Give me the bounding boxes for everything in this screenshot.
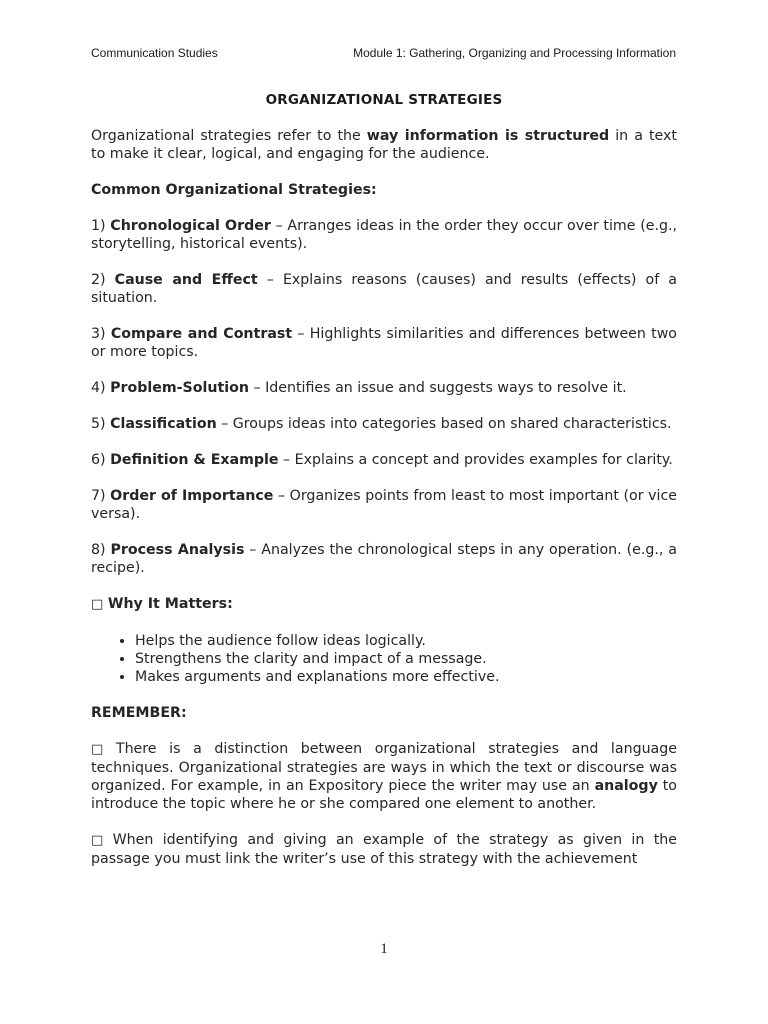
strategy-item-7 bbox=[91, 487, 677, 523]
why-bullet-list bbox=[91, 632, 677, 686]
strategy-name: Chronological Order bbox=[110, 218, 271, 234]
strategy-description: – Analyzes the chronological steps in any operation. (e.g., a recipe). bbox=[91, 542, 677, 576]
strategy-number: 6) bbox=[91, 452, 106, 468]
strategy-description: – Highlights similarities and differences between two or more topics. bbox=[91, 326, 677, 360]
intro-text-end: in a text to make it clear, logical, and engaging for the audience. bbox=[91, 128, 677, 162]
strategy-item-3 bbox=[91, 325, 677, 361]
list-item: • Helps the audience follow ideas logically. bbox=[135, 632, 677, 650]
strategy-item-8 bbox=[91, 541, 677, 577]
remember-heading-text: REMEMBER: bbox=[91, 705, 187, 721]
strategy-description: – Organizes points from least to most important (or vice versa). bbox=[91, 488, 677, 522]
common-strategies-heading-text: Common Organizational Strategies: bbox=[91, 182, 377, 198]
page-number: 1 bbox=[380, 941, 388, 957]
strategy-item-2 bbox=[91, 271, 677, 307]
page-title: ORGANIZATIONAL STRATEGIES bbox=[265, 92, 503, 108]
strategy-description: – Groups ideas into categories based on shared characteristics. bbox=[216, 416, 672, 432]
strategy-item-4 bbox=[91, 379, 677, 397]
header-module: Module 1: Gathering, Organizing and Processing Information bbox=[353, 46, 676, 60]
missing-glyph-icon: □ bbox=[91, 597, 104, 612]
strategy-name: Classification bbox=[110, 416, 217, 432]
page-header bbox=[91, 46, 676, 60]
strategy-name: Compare and Contrast bbox=[110, 326, 293, 342]
strategy-description: – Explains a concept and provides examples for clarity. bbox=[278, 452, 673, 468]
common-strategies-heading bbox=[91, 181, 677, 199]
why-heading bbox=[91, 595, 677, 614]
strategy-item-5 bbox=[91, 415, 677, 433]
strategy-name: Definition & Example bbox=[110, 452, 279, 468]
strategy-item-6 bbox=[91, 451, 677, 469]
remember-text: When identifying and giving an example of the strategy as given in the passage you must link the writer’s use of this strategy with the achievement bbox=[91, 832, 677, 867]
strategy-number: 1) bbox=[91, 218, 106, 234]
list-item: • Makes arguments and explanations more effective. bbox=[135, 668, 677, 686]
strategy-description: – Identifies an issue and suggests ways to resolve it. bbox=[248, 380, 627, 396]
missing-glyph-icon: □ bbox=[91, 742, 104, 757]
strategy-item-1 bbox=[91, 217, 677, 253]
strategy-name: Cause and Effect bbox=[114, 272, 258, 288]
remember-emphasis: analogy bbox=[594, 778, 658, 794]
strategy-description: – Explains reasons (causes) and results (effects) of a situation. bbox=[91, 272, 677, 306]
remember-paragraph-2 bbox=[91, 831, 677, 868]
strategy-name: Process Analysis bbox=[110, 542, 245, 558]
intro-paragraph bbox=[91, 127, 677, 163]
remember-text-start: There is a distinction between organizational strategies and language techniques. Organizational strategies are ways in which the text or discourse was organized. For example, in an Expository piece the writer may use an bbox=[91, 741, 677, 794]
strategy-number: 7) bbox=[91, 488, 106, 504]
strategy-number: 5) bbox=[91, 416, 106, 432]
strategy-number: 3) bbox=[91, 326, 106, 342]
strategy-name: Order of Importance bbox=[110, 488, 274, 504]
intro-text-start: Organizational strategies refer to the bbox=[91, 128, 367, 144]
header-course: Communication Studies bbox=[91, 46, 218, 60]
missing-glyph-icon: □ bbox=[91, 833, 104, 848]
strategy-description: – Arranges ideas in the order they occur over time (e.g., storytelling, historical events). bbox=[91, 218, 677, 252]
remember-heading bbox=[91, 704, 677, 722]
strategy-number: 8) bbox=[91, 542, 106, 558]
document-body bbox=[91, 92, 677, 886]
strategy-number: 2) bbox=[91, 272, 106, 288]
intro-emphasis: way information is structured bbox=[366, 128, 610, 144]
why-heading-text: Why It Matters: bbox=[107, 596, 233, 612]
remember-text-end: to introduce the topic where he or she compared one element to another. bbox=[91, 778, 677, 812]
list-item: • Strengthens the clarity and impact of a message. bbox=[135, 650, 677, 668]
strategy-name: Problem-Solution bbox=[110, 380, 249, 396]
strategy-number: 4) bbox=[91, 380, 106, 396]
remember-paragraph-1 bbox=[91, 740, 677, 813]
